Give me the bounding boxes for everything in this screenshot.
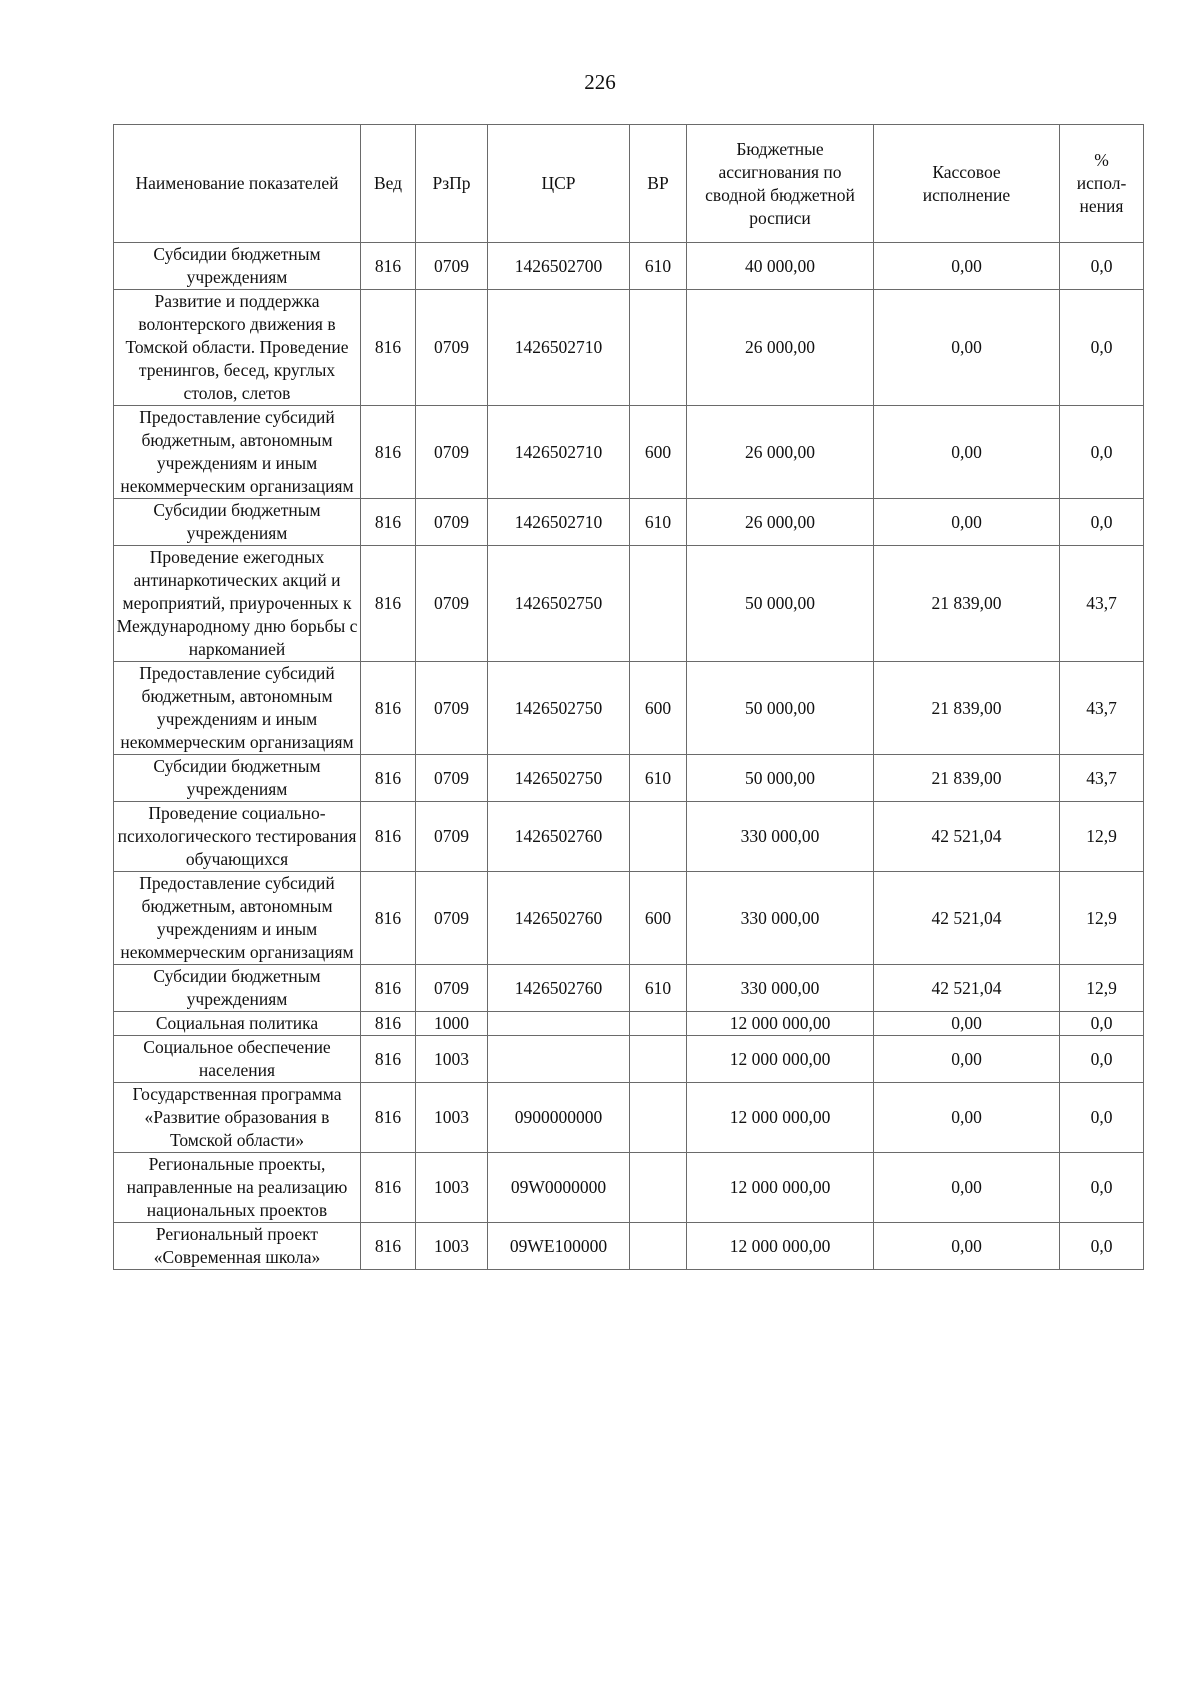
cell-csr: 1426502710 bbox=[488, 406, 630, 499]
cell-ved: 816 bbox=[361, 243, 416, 290]
cell-pct: 12,9 bbox=[1060, 872, 1144, 965]
cell-name: Предоставление субсидий бюджетным, автономным учреждениям и иным некоммерческим организациям bbox=[114, 662, 361, 755]
table-row bbox=[114, 243, 1144, 290]
cell-name: Проведение ежегодных антинаркотических акций и мероприятий, приуроченных к Международному дню борьбы с наркоманией bbox=[114, 546, 361, 662]
cell-vr bbox=[630, 546, 687, 662]
table-row bbox=[114, 1083, 1144, 1153]
cell-pct: 43,7 bbox=[1060, 755, 1144, 802]
cell-cash: 0,00 bbox=[874, 1083, 1060, 1153]
cell-cash: 42 521,04 bbox=[874, 802, 1060, 872]
cell-csr: 1426502750 bbox=[488, 546, 630, 662]
cell-csr bbox=[488, 1012, 630, 1036]
header-csr: ЦСР bbox=[488, 125, 630, 243]
cell-csr: 1426502760 bbox=[488, 872, 630, 965]
cell-csr: 1426502760 bbox=[488, 965, 630, 1012]
budget-table bbox=[113, 124, 1144, 1270]
cell-rzpr: 0709 bbox=[416, 499, 488, 546]
cell-pct: 12,9 bbox=[1060, 802, 1144, 872]
table-row bbox=[114, 1012, 1144, 1036]
cell-budget: 50 000,00 bbox=[687, 755, 874, 802]
table-row bbox=[114, 1153, 1144, 1223]
cell-vr: 610 bbox=[630, 755, 687, 802]
cell-name: Предоставление субсидий бюджетным, автономным учреждениям и иным некоммерческим организациям bbox=[114, 872, 361, 965]
cell-cash: 0,00 bbox=[874, 243, 1060, 290]
cell-ved: 816 bbox=[361, 1012, 416, 1036]
cell-pct: 0,0 bbox=[1060, 406, 1144, 499]
table-row bbox=[114, 965, 1144, 1012]
cell-pct: 0,0 bbox=[1060, 1012, 1144, 1036]
cell-csr: 1426502710 bbox=[488, 290, 630, 406]
cell-vr bbox=[630, 1012, 687, 1036]
cell-budget: 330 000,00 bbox=[687, 802, 874, 872]
cell-ved: 816 bbox=[361, 406, 416, 499]
cell-vr bbox=[630, 1223, 687, 1270]
cell-vr bbox=[630, 290, 687, 406]
cell-cash: 21 839,00 bbox=[874, 755, 1060, 802]
cell-cash: 21 839,00 bbox=[874, 662, 1060, 755]
cell-pct: 0,0 bbox=[1060, 1083, 1144, 1153]
cell-vr bbox=[630, 1083, 687, 1153]
table-row bbox=[114, 755, 1144, 802]
cell-budget: 50 000,00 bbox=[687, 546, 874, 662]
cell-rzpr: 1003 bbox=[416, 1036, 488, 1083]
cell-name: Проведение социально-психологического тестирования обучающихся bbox=[114, 802, 361, 872]
cell-vr: 600 bbox=[630, 406, 687, 499]
cell-vr: 610 bbox=[630, 243, 687, 290]
cell-pct: 0,0 bbox=[1060, 243, 1144, 290]
header-ved: Вед bbox=[361, 125, 416, 243]
cell-rzpr: 1003 bbox=[416, 1223, 488, 1270]
cell-rzpr: 0709 bbox=[416, 872, 488, 965]
header-rzpr: РзПр bbox=[416, 125, 488, 243]
cell-ved: 816 bbox=[361, 1083, 416, 1153]
table-row bbox=[114, 662, 1144, 755]
cell-vr bbox=[630, 1153, 687, 1223]
table-row bbox=[114, 802, 1144, 872]
cell-ved: 816 bbox=[361, 1223, 416, 1270]
cell-name: Субсидии бюджетным учреждениям bbox=[114, 965, 361, 1012]
cell-ved: 816 bbox=[361, 290, 416, 406]
cell-csr: 09WE100000 bbox=[488, 1223, 630, 1270]
cell-rzpr: 1003 bbox=[416, 1083, 488, 1153]
cell-ved: 816 bbox=[361, 802, 416, 872]
cell-name: Предоставление субсидий бюджетным, автономным учреждениям и иным некоммерческим организациям bbox=[114, 406, 361, 499]
cell-pct: 0,0 bbox=[1060, 499, 1144, 546]
cell-cash: 0,00 bbox=[874, 1012, 1060, 1036]
table-row bbox=[114, 546, 1144, 662]
cell-pct: 43,7 bbox=[1060, 546, 1144, 662]
cell-pct: 0,0 bbox=[1060, 290, 1144, 406]
cell-budget: 26 000,00 bbox=[687, 406, 874, 499]
cell-ved: 816 bbox=[361, 1153, 416, 1223]
cell-rzpr: 1003 bbox=[416, 1153, 488, 1223]
cell-vr: 600 bbox=[630, 662, 687, 755]
cell-budget: 330 000,00 bbox=[687, 965, 874, 1012]
cell-budget: 40 000,00 bbox=[687, 243, 874, 290]
cell-rzpr: 0709 bbox=[416, 546, 488, 662]
cell-rzpr: 0709 bbox=[416, 802, 488, 872]
cell-pct: 12,9 bbox=[1060, 965, 1144, 1012]
cell-csr: 1426502710 bbox=[488, 499, 630, 546]
header-name: Наименование показателей bbox=[114, 125, 361, 243]
table-row bbox=[114, 406, 1144, 499]
cell-cash: 0,00 bbox=[874, 1153, 1060, 1223]
cell-budget: 50 000,00 bbox=[687, 662, 874, 755]
header-pct: % испол-нения bbox=[1060, 125, 1144, 243]
table-row bbox=[114, 872, 1144, 965]
cell-vr: 600 bbox=[630, 872, 687, 965]
header-cash: Кассовое исполнение bbox=[874, 125, 1060, 243]
cell-budget: 12 000 000,00 bbox=[687, 1036, 874, 1083]
cell-ved: 816 bbox=[361, 662, 416, 755]
cell-pct: 0,0 bbox=[1060, 1223, 1144, 1270]
header-vr: ВР bbox=[630, 125, 687, 243]
cell-name: Социальное обеспечение населения bbox=[114, 1036, 361, 1083]
cell-rzpr: 0709 bbox=[416, 965, 488, 1012]
cell-rzpr: 0709 bbox=[416, 755, 488, 802]
cell-name: Социальная политика bbox=[114, 1012, 361, 1036]
cell-csr: 1426502750 bbox=[488, 755, 630, 802]
cell-budget: 12 000 000,00 bbox=[687, 1012, 874, 1036]
cell-rzpr: 0709 bbox=[416, 290, 488, 406]
cell-cash: 0,00 bbox=[874, 1036, 1060, 1083]
cell-rzpr: 0709 bbox=[416, 243, 488, 290]
cell-ved: 816 bbox=[361, 1036, 416, 1083]
table-row bbox=[114, 1223, 1144, 1270]
cell-pct: 43,7 bbox=[1060, 662, 1144, 755]
cell-cash: 42 521,04 bbox=[874, 872, 1060, 965]
table-row bbox=[114, 290, 1144, 406]
header-row bbox=[114, 125, 1144, 243]
cell-name: Государственная программа «Развитие образования в Томской области» bbox=[114, 1083, 361, 1153]
table-row bbox=[114, 499, 1144, 546]
cell-ved: 816 bbox=[361, 755, 416, 802]
table-row bbox=[114, 1036, 1144, 1083]
cell-csr: 09W0000000 bbox=[488, 1153, 630, 1223]
cell-cash: 0,00 bbox=[874, 290, 1060, 406]
cell-ved: 816 bbox=[361, 965, 416, 1012]
cell-pct: 0,0 bbox=[1060, 1036, 1144, 1083]
cell-name: Субсидии бюджетным учреждениям bbox=[114, 755, 361, 802]
cell-csr: 1426502750 bbox=[488, 662, 630, 755]
cell-cash: 0,00 bbox=[874, 1223, 1060, 1270]
cell-vr bbox=[630, 1036, 687, 1083]
cell-cash: 21 839,00 bbox=[874, 546, 1060, 662]
cell-budget: 330 000,00 bbox=[687, 872, 874, 965]
cell-csr bbox=[488, 1036, 630, 1083]
cell-budget: 12 000 000,00 bbox=[687, 1083, 874, 1153]
cell-vr: 610 bbox=[630, 965, 687, 1012]
cell-budget: 12 000 000,00 bbox=[687, 1153, 874, 1223]
cell-name: Развитие и поддержка волонтерского движения в Томской области. Проведение тренингов, бесед, круглых столов, слетов bbox=[114, 290, 361, 406]
cell-budget: 26 000,00 bbox=[687, 499, 874, 546]
cell-ved: 816 bbox=[361, 872, 416, 965]
cell-csr: 0900000000 bbox=[488, 1083, 630, 1153]
cell-name: Субсидии бюджетным учреждениям bbox=[114, 499, 361, 546]
cell-rzpr: 1000 bbox=[416, 1012, 488, 1036]
page-number: 226 bbox=[584, 70, 616, 94]
cell-pct: 0,0 bbox=[1060, 1153, 1144, 1223]
cell-csr: 1426502760 bbox=[488, 802, 630, 872]
cell-name: Субсидии бюджетным учреждениям bbox=[114, 243, 361, 290]
cell-name: Региональные проекты, направленные на реализацию национальных проектов bbox=[114, 1153, 361, 1223]
cell-cash: 0,00 bbox=[874, 499, 1060, 546]
cell-rzpr: 0709 bbox=[416, 662, 488, 755]
cell-cash: 0,00 bbox=[874, 406, 1060, 499]
cell-name: Региональный проект «Современная школа» bbox=[114, 1223, 361, 1270]
header-budget: Бюджетные ассигнования по сводной бюджетной росписи bbox=[687, 125, 874, 243]
cell-ved: 816 bbox=[361, 546, 416, 662]
cell-budget: 12 000 000,00 bbox=[687, 1223, 874, 1270]
cell-vr: 610 bbox=[630, 499, 687, 546]
cell-cash: 42 521,04 bbox=[874, 965, 1060, 1012]
cell-csr: 1426502700 bbox=[488, 243, 630, 290]
cell-budget: 26 000,00 bbox=[687, 290, 874, 406]
cell-rzpr: 0709 bbox=[416, 406, 488, 499]
cell-ved: 816 bbox=[361, 499, 416, 546]
cell-vr bbox=[630, 802, 687, 872]
